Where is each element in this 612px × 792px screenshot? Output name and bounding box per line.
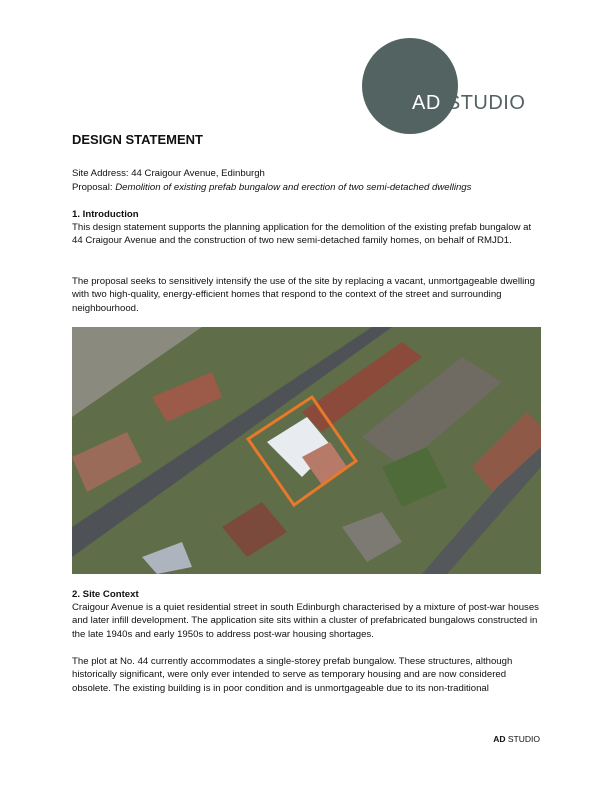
site-context-paragraph-2: The plot at No. 44 currently accommodates a single-storey prefab bungalow. These structures, although historically significant, were only ever intended to serve as temporary housing and are now considered obsolete. The existing building is in poor condition and is unmortgageable due to its non-traditional [72,656,513,694]
site-context-heading [72,588,542,601]
introduction-paragraph-2: The proposal seeks to sensitively intensify the use of the site by replacing a vacant, unmortgageable dwelling with two high-quality, energy-efficient homes that respond to the context of the street and surrounding neighbourhood. [72,276,535,314]
footer-logo [493,734,540,744]
studio-logo-circle [362,38,458,134]
proposal-text: Demolition of existing prefab bungalow and erection of two semi-detached dwellings [115,182,472,193]
page-title: DESIGN STATEMENT [72,132,203,147]
site-context-heading-text: 2. Site Context [72,589,139,600]
introduction-heading [72,208,542,221]
footer-studio: STUDIO [507,734,540,744]
footer-ad: AD [493,734,506,744]
site-context-paragraph-1: Craigour Avenue is a quiet residential street in south Edinburgh characterised by a mixture of post-war houses and later infill development. The application site sits within a cluster of prefabricated bungalows constructed in the late 1940s and early 1950s to address post-war housing shortages. [72,602,539,640]
introduction-paragraph-1: This design statement supports the planning application for the demolition of the existing prefab bungalow at 44 Craigour Avenue and the construction of two new semi-detached family homes, on behalf of RMJD1. [72,222,532,247]
logo-studio: STUDIO [446,92,526,114]
logo-ad: AD [412,92,441,114]
proposal-label: Proposal: [72,182,116,193]
aerial-site-photo [72,327,541,574]
studio-logo [412,92,525,115]
site-address: Site Address: 44 Craigour Avenue, Edinburgh [72,168,265,179]
introduction-heading-text: 1. Introduction [72,209,139,220]
proposal-line [72,181,542,194]
